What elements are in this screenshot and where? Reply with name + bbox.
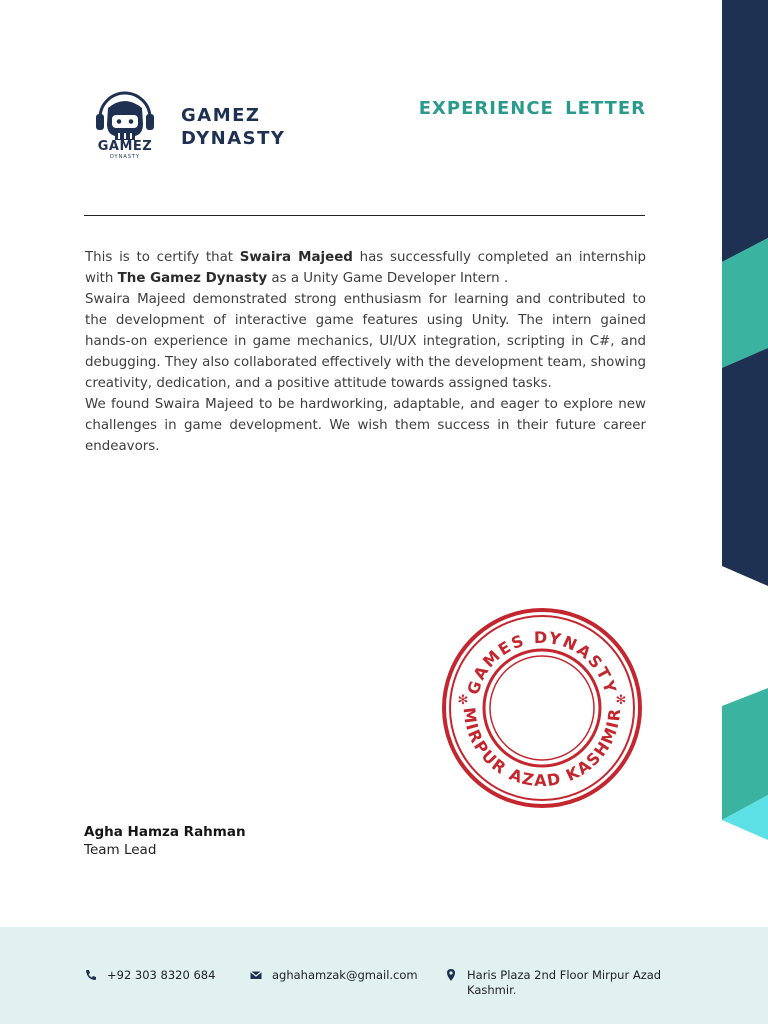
p1-text-b: has successfully completed an internship with [85, 250, 646, 286]
phone-number[interactable]: +92 303 8320 684 [107, 968, 216, 982]
logo-text: GAMEZ [97, 139, 153, 154]
company-stamp [437, 608, 647, 808]
email-address[interactable]: aghahamzak@gmail.com [272, 968, 418, 982]
footer-email [249, 968, 418, 983]
letter-paragraph-1 [85, 247, 646, 289]
address-line-1: Haris Plaza 2nd Floor Mirpur Azad [467, 968, 662, 982]
letter-paragraph-2: Swaira Majeed demonstrated strong enthusiasm for learning and contributed to the development of interactive game features using Unity. The intern gained hands-on experience in game mechanics, UI/UX integration, scripting in C#, and debugging. They also collaborated effectively with the development team, showing creativity, dedication, and a positive attitude towards assigned tasks. [85, 292, 646, 391]
p1-text-c: as a Unity Game Developer Intern . [267, 271, 509, 286]
map-pin-icon [444, 968, 458, 982]
signer-role: Team Lead [84, 842, 157, 858]
signature-block [84, 823, 246, 860]
company-name-line1: GAMEZ [181, 105, 261, 126]
company-name-line2: DYNASTY [181, 128, 286, 149]
company-reference: The Gamez Dynasty [117, 271, 268, 286]
logo-subtext: DYNASTY [109, 154, 141, 160]
stamp-left-snowflake-icon: ✻ [457, 693, 469, 708]
address-text [467, 968, 661, 998]
address-line-2: Kashmir. [467, 983, 517, 997]
contact-footer [0, 927, 768, 1024]
p1-text-a: This is to certify that [85, 250, 240, 265]
footer-phone [84, 968, 215, 983]
stamp-right-snowflake-icon: ✻ [615, 693, 627, 708]
stamp-top-text: GAMES DYNASTY [463, 627, 621, 697]
letter-body [85, 247, 646, 457]
stamp-bottom-text: MIRPUR AZAD KASHMIR [459, 706, 625, 791]
footer-address [444, 968, 661, 998]
letter-paragraph-3: We found Swaira Majeed to be hardworking, adaptable, and eager to explore new challenges in game development. We wish them success in their future career endeavors. [85, 397, 646, 454]
signer-name: Agha Hamza Rahman [84, 824, 246, 840]
intern-name: Swaira Majeed [239, 250, 353, 265]
envelope-icon [249, 968, 263, 982]
header-divider [84, 215, 645, 216]
company-logo [90, 90, 160, 162]
document-title: EXPERIENCE LETTER [418, 98, 646, 119]
decorative-side-band [722, 0, 768, 900]
phone-icon [84, 968, 98, 982]
company-name [181, 104, 285, 150]
